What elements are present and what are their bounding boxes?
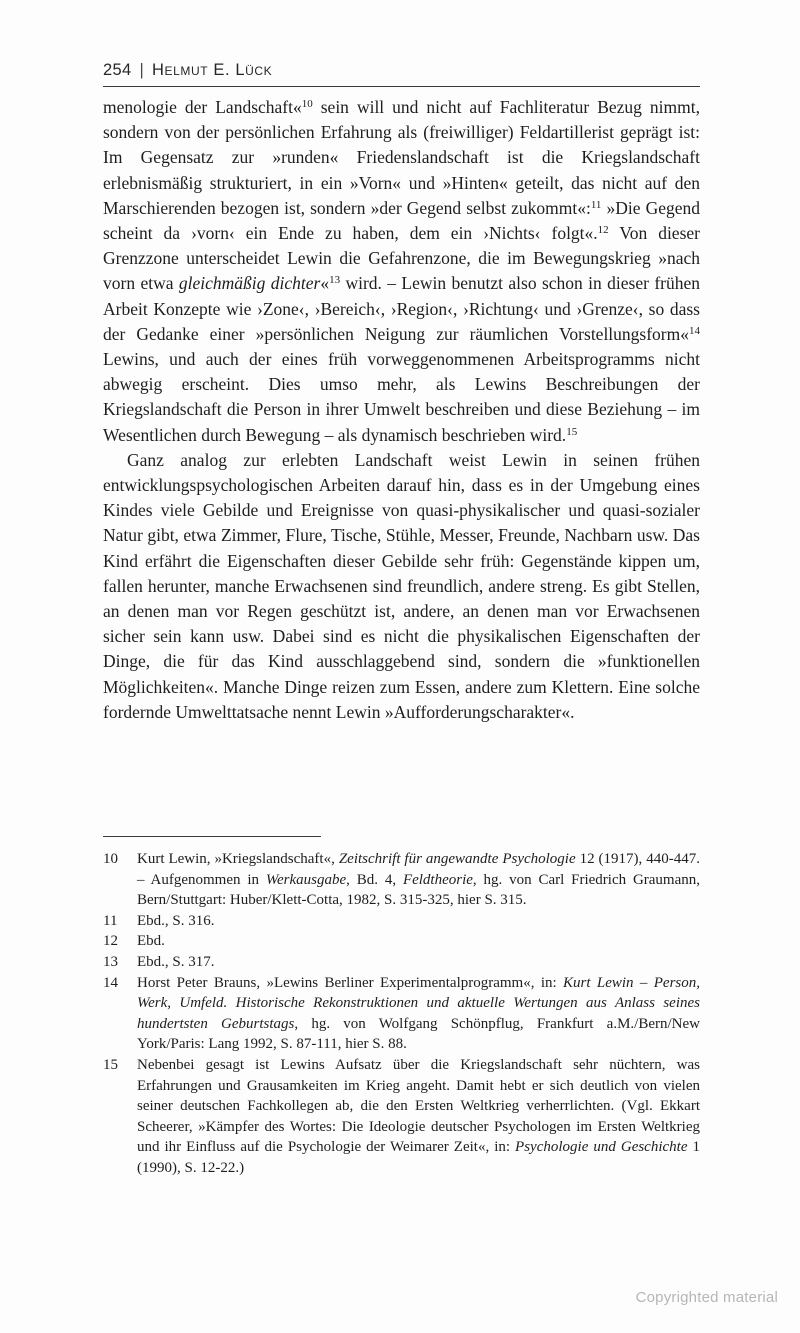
text-run: Kurt Lewin – Person, Werk, Umfeld. Historische Rekonstruktionen und aktuelle Wertungen aus Anlass seines hundertsten Geburtstags — [137, 974, 700, 1032]
text-run: Ebd. — [137, 933, 165, 950]
body-text — [103, 95, 700, 725]
copyright-watermark: Copyrighted material — [635, 1289, 778, 1306]
text-run: Kurt Lewin, »Kriegslandschaft«, — [137, 851, 339, 867]
footnote-item — [103, 952, 700, 973]
text-run: 1 (1990), S. 12-22.) — [137, 1139, 701, 1176]
footnote-marker: 13 — [329, 274, 341, 287]
text-run: , Bd. 4, — [346, 871, 403, 888]
text-run: Feldtheorie — [402, 871, 473, 888]
text-run: Lewins, und auch der eines früh vorweggenommenen Arbeitsprogramms nicht abwegig erscheint. Dies umso mehr, als Lewins Beschreibungen der Kriegslandschaft die Person in ihrer Umwelt beschreiben und diese Beziehung – im Wesentlichen durch Bewegung – als dynamisch beschrieben wird. — [103, 349, 700, 445]
footnote-text — [137, 1055, 700, 1179]
text-run: Ganz analog zur erlebten Landschaft weist Lewin in seinen frühen entwicklungspsychologischen Arbeiten darauf hin, dass es in der Umgebung eines Kindes viele Gebilde und Ereignisse von quasi-physikalischer und quasi-sozialer Natur gibt, etwa Zimmer, Flure, Tische, Stühle, Messer, Freunde, Nachbarn usw. Das Kind erfährt die Eigenschaften dieser Gebilde sehr früh: Gegenstände kippen um, fallen herunter, manche Erwachsenen sind freundlich, andere streng. Es gibt Stellen, an denen man vor Regen geschützt ist, andere, an denen man vor Erwachsenen sicher sein kann usw. Dabei sind es nicht die physikalischen Eigenschaften der Dinge, die für das Kind ausschlaggebend sind, sondern die »funktionellen Möglichkeiten«. Manche Dinge reizen zum Essen, andere zum Klettern. Eine solche fordernde Umwelttatsache nennt Lewin »Aufforderungscharakter«. — [103, 449, 700, 722]
body-paragraph — [103, 95, 700, 448]
text-run: sein will und nicht auf Fachliteratur Bezug nimmt, sondern von der persönlichen Erfahrung als (freiwilliger) Feldartillerist geprägt ist: Im Gegensatz zur »runden« Friedenslandschaft ist die Kriegslandschaft erlebnismäßig strukturiert, in ein »Vorn« und »Hinten« geteilt, das nicht auf den Marschierenden bezogen ist, sondern »der Gegend selbst zukommt«: — [103, 97, 700, 218]
footnote-marker: 12 — [597, 224, 609, 237]
header-separator: | — [139, 61, 145, 79]
footnotes-section — [103, 836, 700, 1179]
text-run: , hg. von Carl Friedrich Graumann, Bern/Stuttgart: Huber/Klett-Cotta, 1982, S. 315-325, hier S. 315. — [137, 871, 701, 909]
text-run: « — [320, 273, 330, 294]
text-run: 12 (1917), 440-447. – Aufgenommen in — [137, 851, 700, 888]
footnote-text — [137, 973, 700, 1055]
text-run: Ebd., S. 316. — [137, 912, 215, 929]
page-header — [103, 61, 700, 80]
footnote-number: 14 — [103, 974, 118, 991]
running-author: Helmut E. Lück — [152, 61, 273, 79]
text-run: Von dieser Grenzzone unterscheidet Lewin die Gefahrenzone, die im Bewegungskrieg »nach vorn etwa — [103, 223, 700, 294]
text-run: menologie der Landschaft« — [103, 97, 302, 117]
footnote-number: 13 — [103, 953, 118, 970]
footnote-text — [137, 931, 700, 952]
footnote-text — [137, 911, 700, 932]
footnote-marker: 10 — [301, 98, 313, 110]
footnote-item — [103, 849, 700, 911]
footnote-text — [137, 952, 700, 973]
text-run: , hg. von Wolfgang Schönpflug, Frankfurt a.M./Bern/New York/Paris: Lang 1992, S. 87-111, hier S. 88. — [137, 1015, 700, 1053]
text-run: Ebd., S. 317. — [137, 953, 215, 970]
body-paragraph — [103, 448, 700, 725]
page-number: 254 — [103, 61, 132, 79]
text-run: Horst Peter Brauns, »Lewins Berliner Experimentalprogramm«, in: — [137, 974, 564, 991]
footnote-number: 11 — [103, 912, 118, 929]
footnote-number: 12 — [103, 933, 118, 950]
footnote-marker: 11 — [590, 198, 602, 211]
footnote-number: 15 — [103, 1056, 118, 1073]
header-rule — [103, 86, 700, 87]
text-run: wird. – Lewin benutzt also schon in dieser frühen Arbeit Konzepte wie ›Zone‹, ›Bereich‹, ›Region‹, ›Richtung‹ und ›Grenze‹, so dass der Gedanke einer »persönlichen Neigung zur räumlichen Vorstellungsform« — [103, 273, 700, 344]
footnote-list — [103, 849, 700, 1179]
text-run: »Die Gegend scheint da ›vorn‹ ein Ende zu haben, dem ein ›Nichts‹ folgt«. — [103, 197, 700, 244]
footnote-text — [137, 849, 700, 911]
footnote-item — [103, 911, 700, 932]
footnote-number: 10 — [103, 851, 118, 867]
text-run: Werkausgabe — [265, 871, 347, 888]
footnote-marker: 15 — [566, 425, 578, 438]
text-run: Nebenbei gesagt ist Lewins Aufsatz über die Kriegslandschaft sehr nüchtern, was Erfahrungen und Grausamkeiten im Krieg angeht. Damit hebt er sich deutlich von vielen seiner deutschen Fachkollegen ab, die den Ersten Weltkrieg verherrlichten. (Vgl. Ekkart Scheerer, »Kämpfer des Wortes: Die Ideologie deutscher Psychologen im Ersten Weltkrieg und ihr Einfluss auf die Psychologie der Weimarer Zeit«, in: — [137, 1056, 700, 1156]
text-run: gleichmäßig dichter — [178, 273, 321, 294]
text-run: Psychologie und Geschichte — [515, 1139, 688, 1156]
footnote-item — [103, 1055, 700, 1179]
footnote-marker: 14 — [689, 324, 700, 337]
footnote-item — [103, 931, 700, 952]
footnote-item — [103, 973, 700, 1055]
footnote-separator-rule — [103, 836, 321, 837]
text-run: Zeitschrift für angewandte Psychologie — [338, 851, 576, 867]
